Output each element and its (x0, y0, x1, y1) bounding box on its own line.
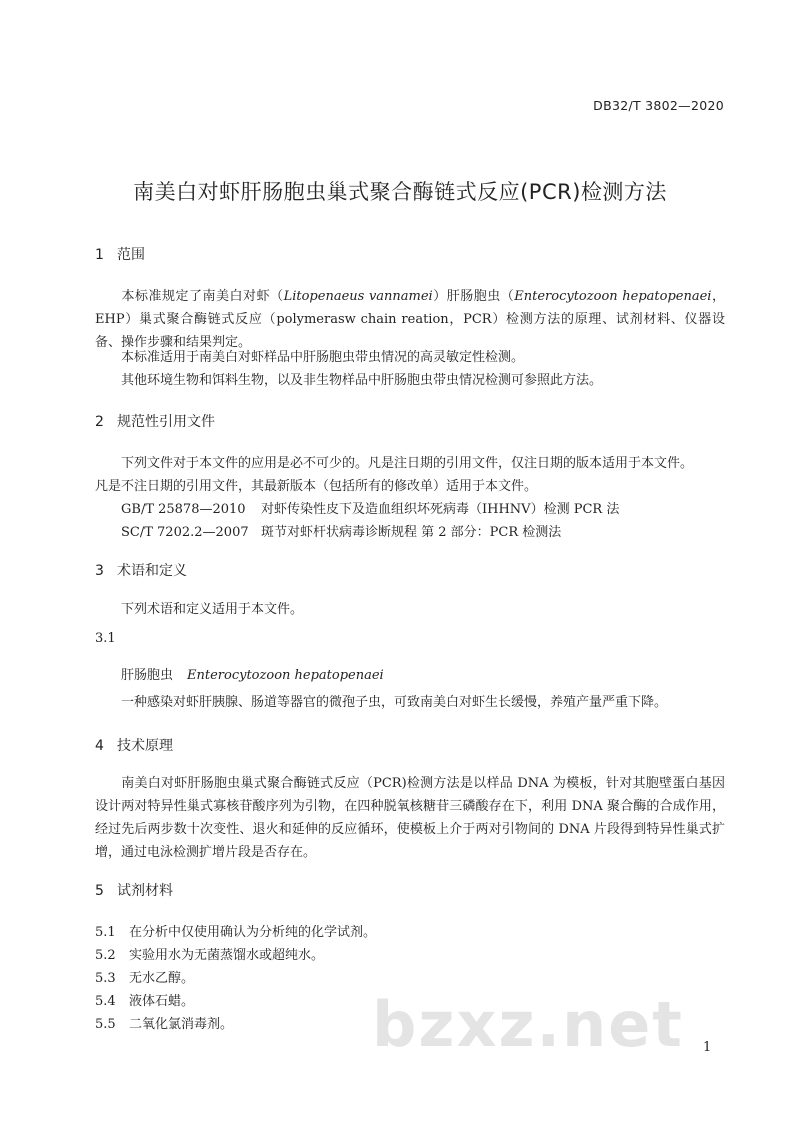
section-title: 范围 (117, 247, 145, 263)
section-title: 试剂材料 (117, 883, 173, 899)
section-number: 5 (95, 883, 104, 899)
section-1-paragraph-1: 本标准规定了南美白对虾（Litopenaeus vannamei）肝肠胞虫（Enterocytozoon hepatopenaei，EHP）巢式聚合酶链式反应（polymerasw chain reation，PCR）检测方法的原理、试剂材料、仪器设备、操作步骤和结果判定。 (95, 289, 725, 350)
section-title: 规范性引用文件 (117, 414, 215, 430)
standard-code: DB32/T 3802—2020 (593, 98, 724, 113)
term-chinese: 肝肠胞虫 (121, 668, 174, 683)
scientific-name: Litopenaeus vannamei (283, 289, 433, 304)
reference-item (121, 521, 561, 544)
scientific-name: Enterocytozoon hepatopenaei (514, 289, 712, 304)
section-5-heading (95, 880, 173, 900)
section-3-paragraph-1: 下列术语和定义适用于本文件。 (121, 602, 304, 617)
list-item: 5.1 在分析中仅使用确认为分析纯的化学试剂。 (95, 925, 377, 940)
list-item: 5.2 实验用水为无菌蒸馏水或超纯水。 (95, 948, 325, 963)
section-4-paragraph-1: 南美白对虾肝肠胞虫巢式聚合酶链式反应（PCR)检测方法是以样品 DNA 为模板，针对其胞壁蛋白基因设计两对特异性巢式寡核苷酸序列为引物，在四种脱氧核糖苷三磷酸存在下，利用 DNA 聚合酶的合成作用，经过先后两步数十次变性、退火和延伸的反应循环，使模板上介于两对引物间的 DNA 片段得到特异性巢式扩增，通过电泳检测扩增片段是否存在。 (95, 776, 725, 860)
section-1-paragraph-3: 其他环境生物和饵料生物，以及非生物样品中肝肠胞虫带虫情况检测可参照此方法。 (121, 373, 603, 388)
section-2-paragraph-2: 凡是不注日期的引用文件，其最新版本（包括所有的修改单）适用于本文件。 (95, 479, 538, 494)
reference-item (121, 498, 619, 521)
section-title: 术语和定义 (117, 563, 187, 579)
list-item: 5.5 二氧化氯消毒剂。 (95, 1017, 234, 1032)
section-1-paragraph-2: 本标准适用于南美白对虾样品中肝肠胞虫带虫情况的高灵敏定性检测。 (121, 350, 525, 365)
list-item: 5.4 液体石蜡。 (95, 994, 195, 1009)
reference-title: 对虾传染性皮下及造血组织坏死病毒（IHHNV）检测 PCR 法 (261, 502, 620, 517)
term-number: 3.1 (95, 631, 116, 646)
document-title: 南美白对虾肝肠胞虫巢式聚合酶链式反应(PCR)检测方法 (133, 180, 667, 204)
reference-code: SC/T 7202.2—2007 (121, 525, 249, 540)
section-number: 1 (95, 247, 104, 263)
section-4-heading (95, 735, 173, 755)
section-number: 4 (95, 738, 104, 754)
page-number: 1 (703, 1040, 712, 1055)
section-title: 技术原理 (117, 738, 173, 754)
section-2-heading (95, 411, 215, 431)
term-entry (121, 664, 384, 683)
term-english: Enterocytozoon hepatopenaei (187, 668, 384, 683)
reference-code: GB/T 25878—2010 (121, 502, 246, 517)
list-item: 5.3 无水乙醇。 (95, 971, 195, 986)
section-3-heading (95, 560, 187, 580)
section-number: 2 (95, 414, 104, 430)
reference-title: 斑节对虾杆状病毒诊断规程 第 2 部分：PCR 检测法 (261, 525, 562, 540)
section-1-heading (95, 244, 145, 264)
term-definition: 一种感染对虾肝胰腺、肠道等器官的微孢子虫，可致南美白对虾生长缓慢，养殖产量严重下降。 (121, 695, 668, 710)
section-2-paragraph-1: 下列文件对于本文件的应用是必不可少的。凡是注日期的引用文件，仅注日期的版本适用于本文件。 (121, 456, 694, 471)
watermark: bzxz.net (372, 988, 684, 1061)
section-number: 3 (95, 563, 104, 579)
